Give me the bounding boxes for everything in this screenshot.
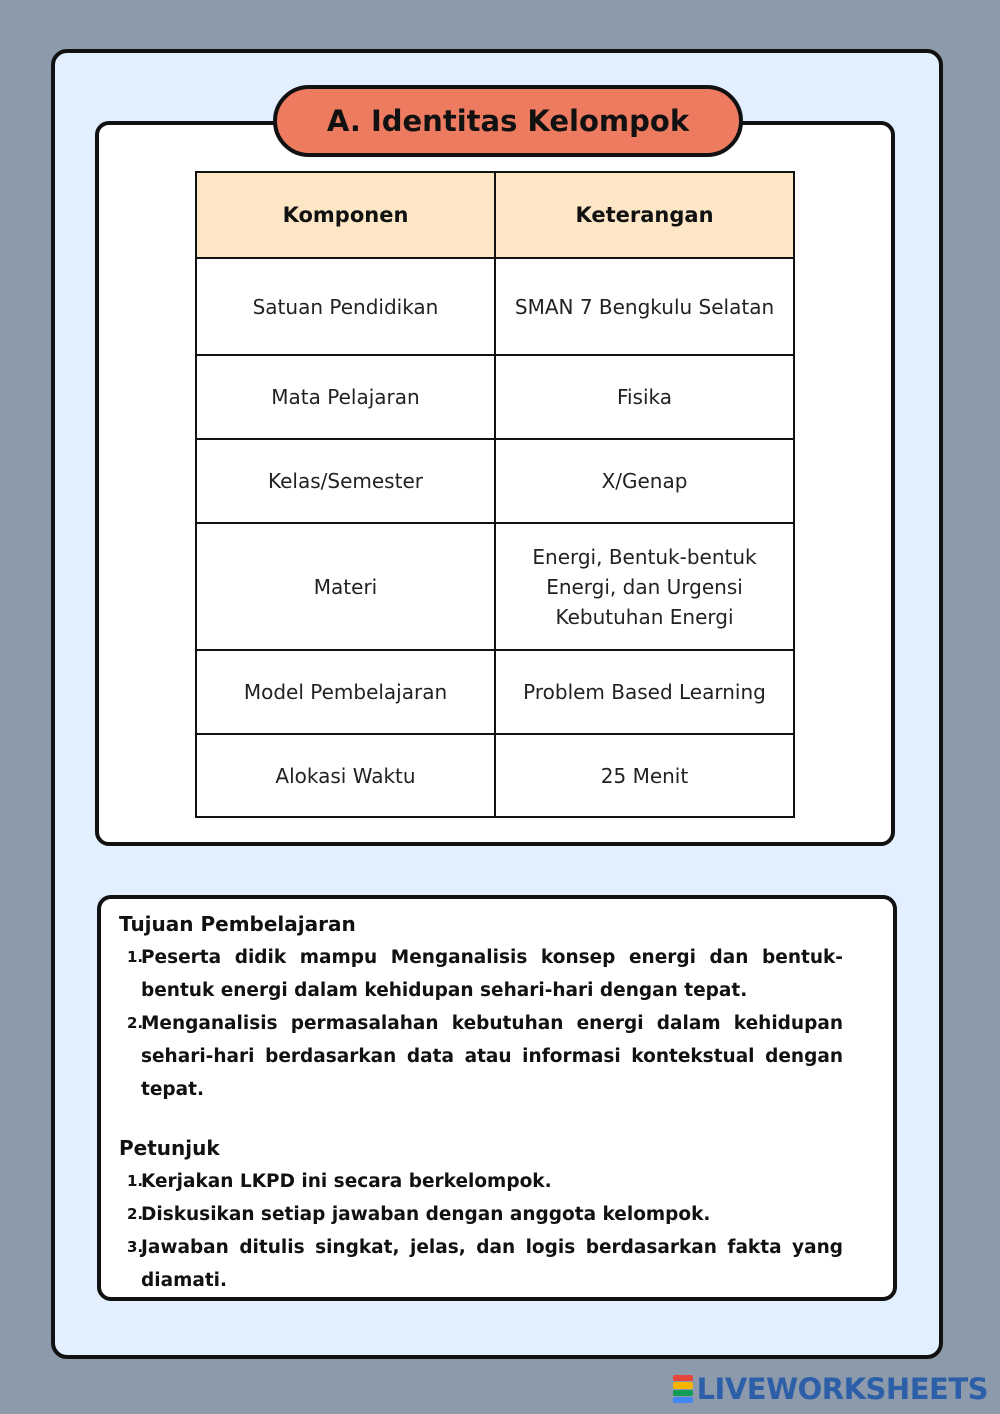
row-label: Mata Pelajaran xyxy=(196,355,495,439)
instructions-card xyxy=(97,895,897,1301)
list-number: 1. xyxy=(127,948,144,966)
list-item xyxy=(119,1198,843,1231)
petunjuk-title: Petunjuk xyxy=(119,1136,220,1160)
list-text: Peserta didik mampu Menganalisis konsep energi dan bentuk-bentuk energi dalam kehidupan sehari-hari dengan tepat. xyxy=(141,947,843,1001)
row-value: SMAN 7 Bengkulu Selatan xyxy=(495,258,794,355)
list-text: Menganalisis permasalahan kebutuhan energi dalam kehidupan sehari-hari berdasarkan data atau informasi kontekstual dengan tepat. xyxy=(141,1013,843,1100)
petunjuk-list xyxy=(119,1165,843,1297)
list-item xyxy=(119,1231,843,1297)
liveworksheets-logo-icon xyxy=(673,1375,693,1403)
tujuan-title: Tujuan Pembelajaran xyxy=(119,912,356,936)
row-value: Fisika xyxy=(495,355,794,439)
row-value: Energi, Bentuk-bentuk Energi, dan Urgensi Kebutuhan Energi xyxy=(495,523,794,650)
header-komponen: Komponen xyxy=(196,172,495,258)
row-value: 25 Menit xyxy=(495,734,794,817)
row-value: X/Genap xyxy=(495,439,794,523)
identity-table xyxy=(195,171,795,818)
list-text: Jawaban ditulis singkat, jelas, dan logis berdasarkan fakta yang diamati. xyxy=(141,1237,843,1291)
list-number: 2. xyxy=(127,1014,144,1032)
table-row xyxy=(196,439,794,523)
table-row xyxy=(196,734,794,817)
list-number: 3. xyxy=(127,1238,144,1256)
table-row xyxy=(196,258,794,355)
list-text: Diskusikan setiap jawaban dengan anggota kelompok. xyxy=(141,1204,711,1225)
row-label: Materi xyxy=(196,523,495,650)
row-label: Alokasi Waktu xyxy=(196,734,495,817)
table-row xyxy=(196,355,794,439)
list-number: 2. xyxy=(127,1205,144,1223)
list-item xyxy=(119,1165,843,1198)
list-item xyxy=(119,1007,843,1106)
table-row xyxy=(196,650,794,734)
header-keterangan: Keterangan xyxy=(495,172,794,258)
liveworksheets-watermark[interactable] xyxy=(673,1372,988,1406)
list-text: Kerjakan LKPD ini secara berkelompok. xyxy=(141,1171,552,1192)
section-title-pill: A. Identitas Kelompok xyxy=(273,85,743,157)
row-label: Model Pembelajaran xyxy=(196,650,495,734)
table-row xyxy=(196,523,794,650)
table-header-row xyxy=(196,172,794,258)
row-label: Kelas/Semester xyxy=(196,439,495,523)
watermark-text: LIVEWORKSHEETS xyxy=(696,1372,988,1406)
tujuan-list xyxy=(119,941,843,1106)
row-label: Satuan Pendidikan xyxy=(196,258,495,355)
row-value: Problem Based Learning xyxy=(495,650,794,734)
list-item xyxy=(119,941,843,1007)
list-number: 1. xyxy=(127,1172,144,1190)
